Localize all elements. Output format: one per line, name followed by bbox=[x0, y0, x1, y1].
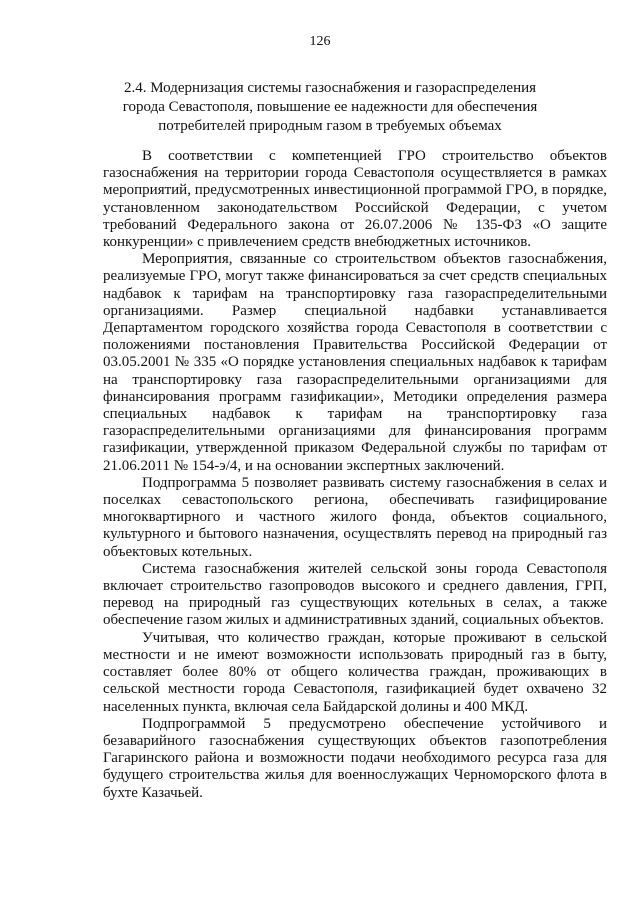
paragraph-funding-principles: В соответствии с компетенцией ГРО строительство объектов газоснабжения на территории города Севастополя осуществляется в рамках мероприятий, предусмотренных инвестиционной программой ГРО, в порядке, установленном законодательством Российской Федерации, с учетом требований Федерального закона от 26.07.2006 № 135-ФЗ «О защите конкуренции» с привлечением средств внебюджетных источников. bbox=[103, 148, 607, 251]
paragraph-rural-coverage: Учитывая, что количество граждан, которые проживают в сельской местности и не имеют возможности использовать природный газ в быту, составляет более 80% от общего количества граждан, проживающих в сельской местности города Севастополя, газификацией будет охвачено 32 населенных пункта, включая села Байдарской долины и 400 МКД. bbox=[103, 629, 607, 715]
paragraph-subprogram-5-scope: Подпрограмма 5 позволяет развивать систему газоснабжения в селах и поселках севастопольского региона, обеспечивать газифицирование многоквартирного и частного жилого фонда, объектов социального, культурного и бытового назначения, осуществлять перевод на природный газ объектовых котельных. bbox=[103, 474, 607, 560]
paragraph-rural-gas-system: Система газоснабжения жителей сельской зоны города Севастополя включает строительство газопроводов высокого и среднего давления, ГРП, перевод на природный газ существующих котельных в селах, а также обеспечение газом жилых и административных зданий, социальных объектов. bbox=[103, 560, 607, 629]
section-heading bbox=[100, 79, 560, 136]
paragraph-special-surcharges: Мероприятия, связанные со строительством объектов газоснабжения, реализуемые ГРО, могут также финансироваться за счет средств специальных надбавок к тарифам на транспортировку газа газораспределительными организациями. Размер специальной надбавки устанавливается Департаментом городского хозяйства города Севастополя в соответствии с положениями постановления Правительства Российской Федерации от 03.05.2001 № 335 «О порядке установления специальных надбавок к тарифам на транспортировку газа газораспределительными организациями для финансирования программ газификации», Методики определения размера специальных надбавок к тарифам на транспортировку газа газораспределительными организациями для финансирования программ газификации, утвержденной приказом Федеральной службы по тарифам от 21.06.2011 № 154-э/4, и на основании экспертных заключений. bbox=[103, 251, 607, 474]
section-heading-line: потребителей природным газом в требуемых объемах bbox=[158, 118, 502, 134]
page-number: 126 bbox=[309, 34, 331, 49]
paragraph-gagarinsky-district: Подпрограммой 5 предусмотрено обеспечение устойчивого и безаварийного газоснабжения существующих объектов газопотребления Гагаринского района и возможности подачи необходимого ресурса газа для будущего строительства жилья для военнослужащих Черноморского флота в бухте Казачьей. bbox=[103, 715, 607, 801]
body-text bbox=[103, 148, 607, 802]
section-heading-line: города Севастополя, повышение ее надежности для обеспечения bbox=[122, 99, 538, 115]
section-heading-line: 2.4. Модернизация системы газоснабжения и газораспределения bbox=[123, 80, 537, 96]
